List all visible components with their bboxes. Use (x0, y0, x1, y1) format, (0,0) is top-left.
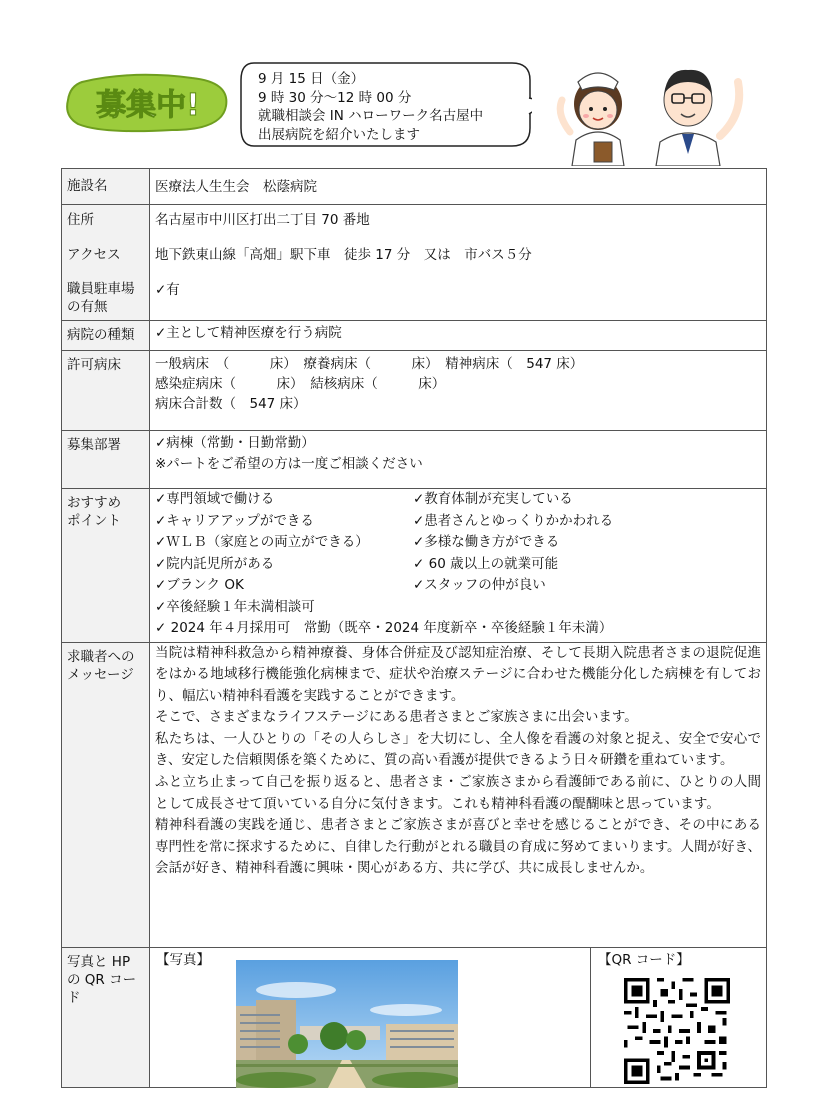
points-label-line-2: ポイント (67, 513, 121, 529)
event-date: 9 月 15 日（金） (258, 71, 365, 87)
hospital-type-label: 病院の種類 (62, 321, 150, 351)
event-note: 出展病院を紹介いたします (258, 126, 420, 143)
message-label-line-1: 求職者への (67, 648, 135, 665)
access-value: 地下鉄東山線「高畑」駅下車 徒歩 17 分 又は 市バス５分 (155, 247, 532, 263)
point-item: ✓ブランク OK (155, 577, 244, 593)
parking-label: 職員駐車場の有無 (67, 281, 135, 315)
point-item-full-1: ✓卒後経験１年未満相談可 (155, 598, 315, 615)
department-label: 募集部署 (62, 431, 150, 489)
event-info (258, 70, 528, 144)
photo-qr-label-line-2: の QR コー (67, 971, 137, 988)
message-label-line-2: メッセージ (67, 666, 134, 683)
point-item: ✓スタッフの仲が良い (413, 577, 546, 593)
beds-label: 許可病床 (62, 351, 150, 431)
doctor-icon (656, 70, 739, 166)
department-values (150, 431, 767, 489)
points-grid (155, 489, 761, 597)
photo-qr-label-line-3: ド (67, 989, 81, 1006)
point-item: ✓多様な働き方ができる (413, 534, 560, 550)
point-item: ✓院内託児所がある (155, 555, 275, 572)
point-item: ✓ＷＬＢ（家庭との両立ができる） (155, 534, 369, 550)
points-label (62, 489, 150, 643)
facility-info-table (61, 168, 767, 1088)
message-paragraph: そこで、さまざまなライフステージにある患者さまとご家族さまに出会います。 (155, 709, 638, 726)
department-line-1: ✓病棟（常勤・日勤常勤） (155, 435, 315, 451)
point-item: ✓ 60 歳以上の就業可能 (413, 555, 559, 572)
department-line-2: ※パートをご希望の方は一度ご相談ください (155, 456, 423, 472)
point-item: ✓教育体制が充実している (413, 491, 573, 507)
access-label: アクセス (67, 247, 121, 263)
badge-text: 募集中! (96, 88, 200, 123)
facility-label: 施設名 (62, 169, 150, 205)
beds-line-3: 病床合計数（ 547 床） (155, 396, 307, 412)
point-item: ✓キャリアアップができる (155, 512, 314, 529)
message-paragraph: 精神科看護の実践を通じ、患者さまとご家族さまが喜びと幸せを感じることができ、その中にある専門性を常に探求するために、自律した行動がとれる職員の育成に努めてまいります。人間が好き、会話が好き、精神科看護に興味・関心がある方、共に学び、共に成長しませんか。 (155, 817, 761, 877)
event-time: 9 時 30 分〜12 時 00 分 (258, 89, 412, 106)
qr-heading: 【QR コード】 (598, 951, 690, 968)
address-value: 名古屋市中川区打出二丁目 70 番地 (155, 212, 370, 228)
points-label-line-1: おすすめ (67, 495, 122, 511)
parking-value: ✓有 (155, 282, 180, 298)
message-body (150, 642, 767, 947)
hospital-photo (236, 960, 458, 1088)
address-values (150, 205, 767, 321)
beds-line-2: 感染症病床（ 床） 結核病床（ 床） (155, 376, 446, 392)
recruiting-badge (62, 72, 232, 134)
photo-heading: 【写真】 (156, 951, 210, 968)
point-item-full-2: ✓ 2024 年４月採用可 常勤（既卒・2024 年度新卒・卒後経験１年未満） (155, 620, 613, 636)
photo-qr-cell (150, 947, 767, 1087)
qr-code (622, 978, 732, 1084)
message-paragraph: ふと立ち止まって自己を振り返ると、患者さま・ご家族さまから看護師である前に、ひとりの人間として成長させて頂いている自分に気付きます。これも精神科看護の醍醐味と思っています。 (155, 774, 761, 812)
photo-qr-label-line-1: 写真と HP (67, 953, 131, 970)
facility-name: 医療法人生生会 松蔭病院 (150, 169, 767, 205)
message-paragraph: 当院は精神科救急から精神療養、身体合併症及び認知症治療、そして長期入院患者さまの退院促進をはかる地域移行機能強化病棟まで、症状や治療ステージに合わせた機能分化した病棟を有しており、幅広い精神科看護を実践することができます。 (155, 644, 761, 704)
beds-values (150, 351, 767, 431)
beds-line-1: 一般病床 （ 床） 療養病床（ 床） 精神病床（ 547 床） (155, 356, 584, 372)
message-label (62, 642, 150, 947)
nurse-doctor-illustration (548, 54, 754, 166)
hospital-type-value: ✓主として精神医療を行う病院 (150, 321, 767, 351)
points-values (150, 489, 767, 643)
address-label: 住所 (67, 212, 94, 228)
point-item: ✓患者さんとゆっくりかかわれる (413, 512, 614, 529)
photo-qr-label (62, 947, 150, 1087)
message-paragraph: 私たちは、一人ひとりの「その人らしさ」を大切にし、全人像を看護の対象と捉え、安全で安心でき、安定した信頼関係を築くために、質の高い看護が提供できるよう日々研鑽を重ねています。 (155, 730, 761, 769)
address-labels (62, 205, 150, 321)
header (0, 0, 826, 168)
point-item: ✓専門領域で働ける (155, 491, 275, 507)
nurse-icon (560, 73, 624, 166)
event-venue: 就職相談会 IN ハローワーク名古屋中 (258, 108, 484, 124)
